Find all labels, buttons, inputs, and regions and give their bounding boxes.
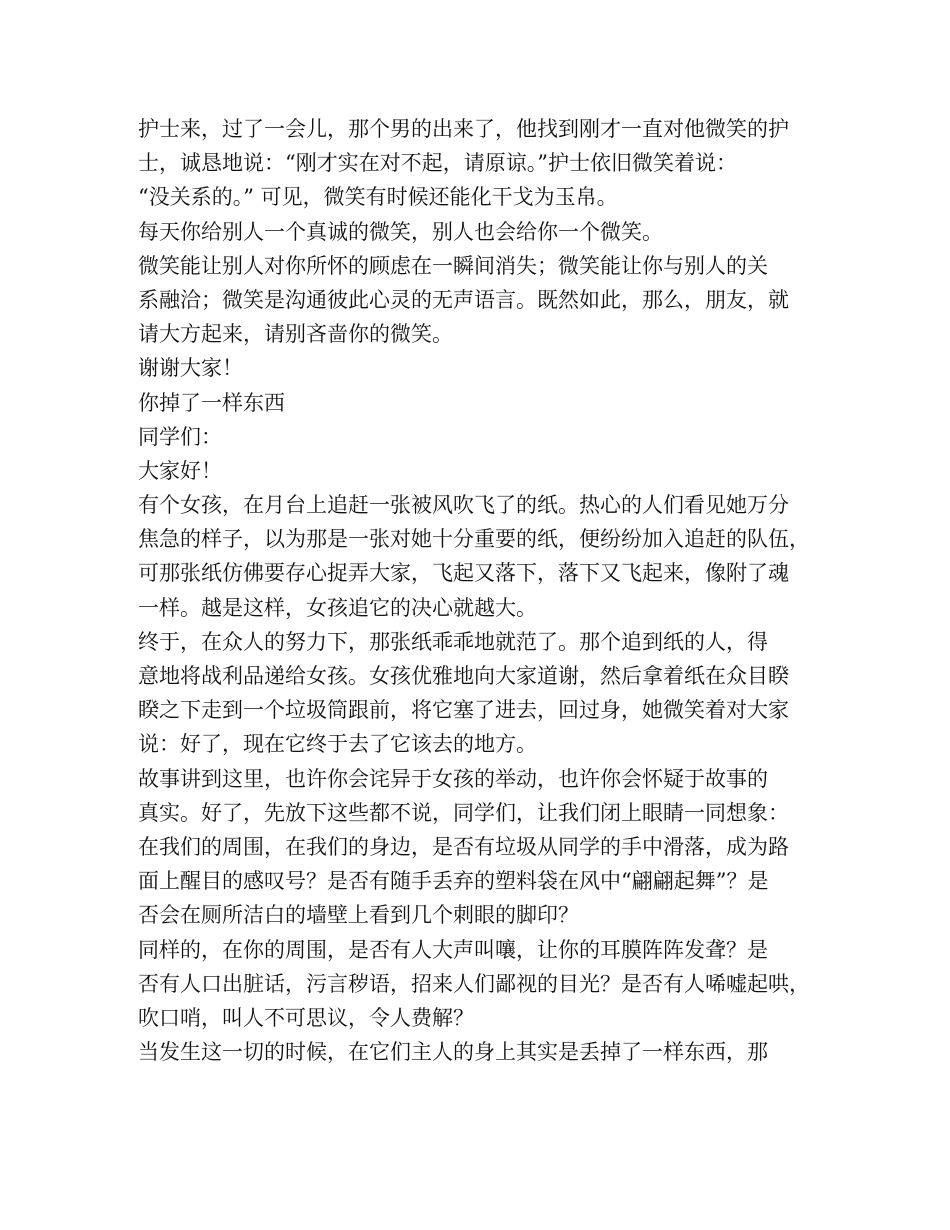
- text-line: 焦急的样子，以为那是一张对她十分重要的纸，便纷纷加入追赶的队伍，: [138, 527, 810, 552]
- text-line: “没关系的。” 可见，微笑有时候还能化干戈为玉帛。: [138, 185, 618, 210]
- text-line: 睽之下走到一个垃圾筒跟前，将它塞了进去，回过身，她微笑着对大家: [138, 698, 789, 723]
- text-line: 士，诚恳地说：“刚才实在对不起，请原谅。”护士依旧微笑着说：: [138, 151, 737, 176]
- section-title: 你掉了一样东西: [138, 390, 285, 415]
- text-line: 可那张纸仿佛要存心捉弄大家，飞起又落下，落下又飞起来，像附了魂: [138, 561, 789, 586]
- text-line: 同学们：: [138, 424, 222, 449]
- text-line: 意地将战利品递给女孩。女孩优雅地向大家道谢，然后拿着纸在众目睽: [138, 664, 789, 688]
- text-line: 一样。越是这样，女孩追它的决心就越大。: [138, 595, 537, 620]
- text-line: 否有人口出脏话，污言秽语，招来人们鄙视的目光？是否有人唏嘘起哄，: [138, 971, 810, 996]
- text-line: 有个女孩，在月台上追赶一张被风吹飞了的纸。热心的人们看见她万分: [138, 493, 789, 518]
- document-body: [138, 112, 818, 1069]
- text-line: 当发生这一切的时候，在它们主人的身上其实是丢掉了一样东西，那: [138, 1040, 768, 1065]
- text-line: 在我们的周围，在我们的身边，是否有垃圾从同学的手中滑落，成为路: [138, 834, 789, 859]
- text-line: 说：好了，现在它终于去了它该去的地方。: [138, 732, 537, 757]
- text-line: 每天你给别人一个真诚的微笑，别人也会给你一个微笑。: [138, 219, 663, 244]
- text-line: 谢谢大家！: [138, 356, 243, 381]
- text-line: 吹口哨，叫人不可思议，令人费解？: [138, 1005, 474, 1030]
- text-line: 请大方起来，请别吝啬你的微笑。: [138, 322, 453, 347]
- text-line: 系融洽；微笑是沟通彼此心灵的无声语言。既然如此，那么，朋友，就: [138, 287, 789, 312]
- text-line: 真实。好了，先放下这些都不说，同学们，让我们闭上眼睛一同想象：: [138, 800, 789, 825]
- text-line: 同样的，在你的周围，是否有人大声叫嚷，让你的耳膜阵阵发聋？是: [138, 937, 768, 962]
- text-line: 否会在厕所洁白的墙壁上看到几个刺眼的脚印？: [138, 903, 579, 928]
- text-line: 微笑能让别人对你所怀的顾虑在一瞬间消失；微笑能让你与别人的关: [138, 253, 768, 278]
- text-line: 终于，在众人的努力下，那张纸乖乖地就范了。那个追到纸的人，得: [138, 629, 768, 654]
- text-line: 故事讲到这里，也许你会诧异于女孩的举动，也许你会怀疑于故事的: [138, 766, 768, 791]
- text-line: 面上醒目的感叹号？是否有随手丢弃的塑料袋在风中“翩翩起舞”？是: [138, 869, 769, 894]
- text-line: 大家好！: [138, 458, 222, 483]
- text-line: 护士来，过了一会儿，那个男的出来了，他找到刚才一直对他微笑的护: [138, 117, 789, 141]
